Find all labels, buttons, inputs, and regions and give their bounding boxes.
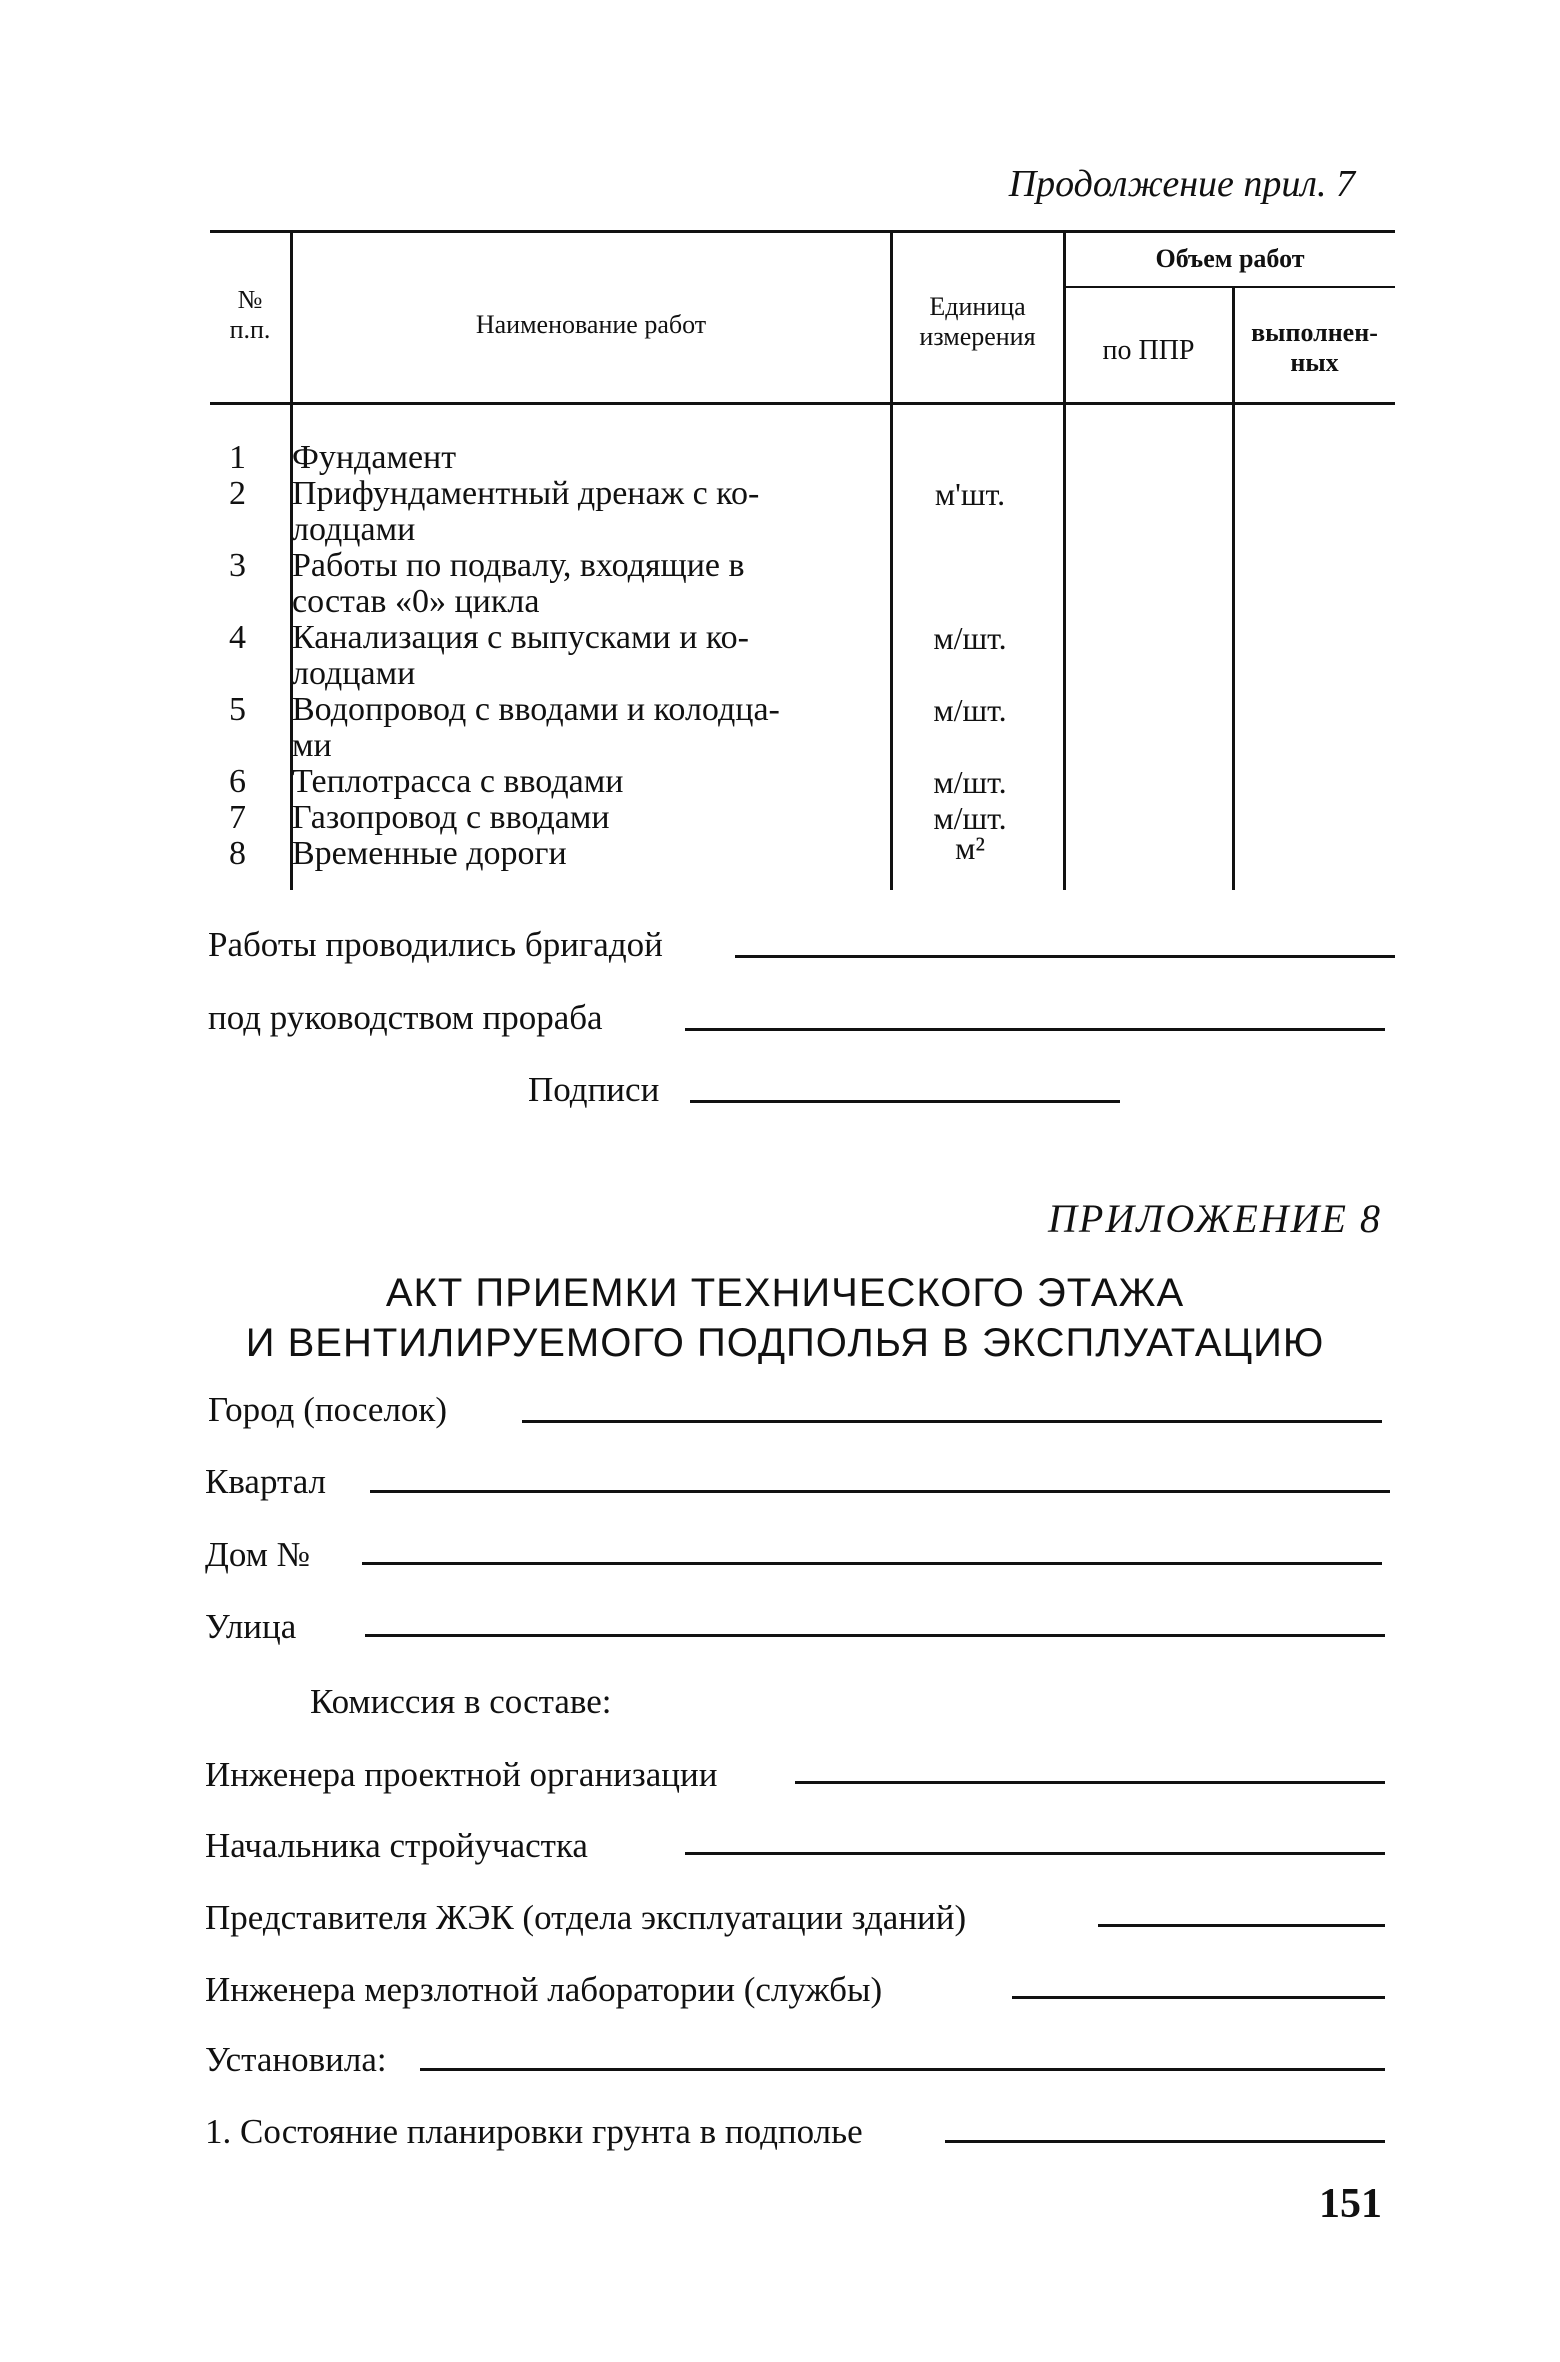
row-unit: м/шт. xyxy=(933,620,1007,656)
row-name: Канализация с выпусками и ко- лодцами xyxy=(292,619,750,692)
row-num: 1 xyxy=(229,439,246,476)
city-label: Город (поселок) xyxy=(208,1390,448,1429)
row-name: Временные дороги xyxy=(292,835,567,872)
foreman-field[interactable] xyxy=(685,1028,1385,1031)
row-name: Работы по подвалу, входящие в состав «0» цикла xyxy=(292,547,745,620)
established-field[interactable] xyxy=(420,2068,1385,2071)
item1-field[interactable] xyxy=(945,2140,1385,2143)
row-unit: м/шт. xyxy=(933,800,1007,836)
row-name: Прифундаментный дренаж с ко- лодцами xyxy=(292,475,760,548)
header-unit: Единица измерения xyxy=(919,292,1036,351)
row-num: 7 xyxy=(229,799,246,836)
col-rule-3 xyxy=(1063,230,1066,890)
house-field[interactable] xyxy=(362,1562,1382,1565)
header-bottom-rule xyxy=(210,402,1395,405)
header-volume: Объем работ xyxy=(1155,244,1305,273)
zhek-rep-field[interactable] xyxy=(1098,1924,1385,1927)
volume-subheader-rule xyxy=(1063,286,1395,288)
row-name: Водопровод с вводами и колодца- ми xyxy=(292,691,780,764)
brigade-field[interactable] xyxy=(735,955,1395,958)
header-by-ppr: по ППР xyxy=(1102,335,1195,366)
signatures-label: Подписи xyxy=(528,1070,660,1109)
row-name: Газопровод с вводами xyxy=(292,799,610,836)
item1-label: 1. Состояние планировки грунта в подполье xyxy=(205,2112,863,2151)
table-top-rule xyxy=(210,230,1395,233)
header-num: № п.п. xyxy=(229,285,271,344)
row-unit: м'шт. xyxy=(934,476,1006,512)
row-num: 6 xyxy=(229,763,246,800)
header-name: Наименование работ xyxy=(475,310,707,339)
design-engineer-label: Инженера проектной организации xyxy=(205,1755,718,1794)
row-num: 2 xyxy=(229,475,246,512)
quarter-label: Квартал xyxy=(205,1462,327,1501)
house-label: Дом № xyxy=(205,1535,310,1574)
works-table xyxy=(210,230,1395,890)
row-num: 5 xyxy=(229,691,246,728)
design-engineer-field[interactable] xyxy=(795,1781,1385,1784)
row-unit: м/шт. xyxy=(933,764,1007,800)
row-num: 4 xyxy=(229,619,246,656)
row-name: Фундамент xyxy=(292,439,457,476)
city-field[interactable] xyxy=(522,1420,1382,1423)
doc-title-line2: И ВЕНТИЛИРУЕМОГО ПОДПОЛЬЯ В ЭКСПЛУАТАЦИЮ xyxy=(245,1321,1325,1365)
signatures-field[interactable] xyxy=(690,1100,1120,1103)
permafrost-engineer-field[interactable] xyxy=(1012,1996,1385,1999)
row-name: Теплотрасса с вводами xyxy=(292,763,624,800)
zhek-rep-label: Представителя ЖЭК (отдела эксплуатации зданий) xyxy=(205,1898,967,1937)
commission-label: Комиссия в составе: xyxy=(310,1682,612,1721)
row-unit: м/шт. xyxy=(933,692,1007,728)
continuation-note: Продолжение прил. 7 xyxy=(1008,163,1355,205)
header-done: выполнен- ных xyxy=(1251,318,1378,377)
street-label: Улица xyxy=(205,1607,297,1646)
brigade-label: Работы проводились бригадой xyxy=(208,925,663,964)
established-label: Установила: xyxy=(205,2040,387,2079)
site-chief-field[interactable] xyxy=(685,1852,1385,1855)
foreman-label: под руководством прораба xyxy=(208,998,603,1037)
site-chief-label: Начальника стройучастка xyxy=(205,1826,588,1865)
page-number: 151 xyxy=(1319,2181,1382,2227)
row-unit: м² xyxy=(955,830,985,866)
permafrost-engineer-label: Инженера мерзлотной лаборатории (службы) xyxy=(205,1970,883,2009)
appendix-label: ПРИЛОЖЕНИЕ 8 xyxy=(1048,1196,1382,1241)
quarter-field[interactable] xyxy=(370,1490,1390,1493)
doc-title-line1: АКТ ПРИЕМКИ ТЕХНИЧЕСКОГО ЭТАЖА xyxy=(385,1271,1185,1315)
row-num: 8 xyxy=(229,835,246,872)
row-num: 3 xyxy=(229,547,246,584)
street-field[interactable] xyxy=(365,1634,1385,1637)
